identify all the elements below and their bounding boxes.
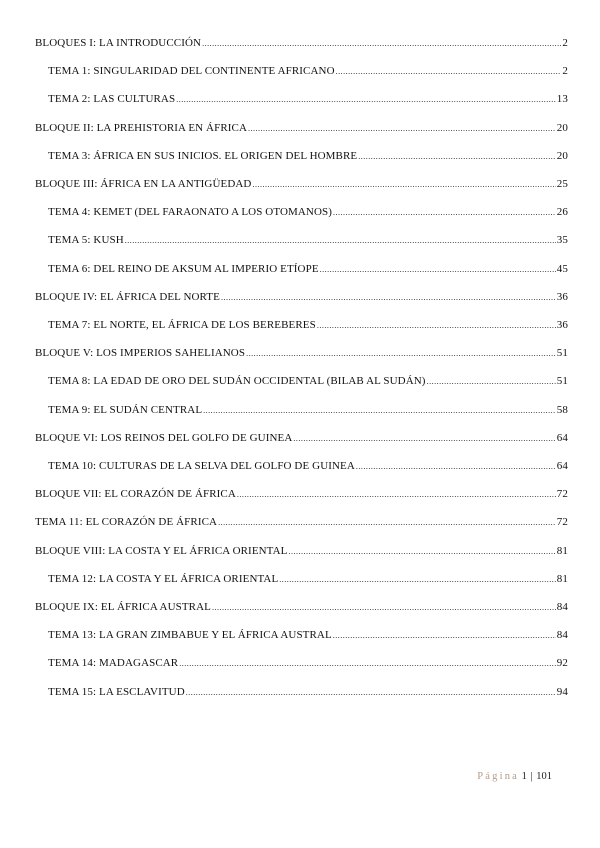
toc-entry-label: BLOQUE IX: EL ÁFRICA AUSTRAL [35, 601, 211, 613]
toc-entry[interactable] [35, 544, 568, 559]
toc-entry-page-number: 81 [556, 544, 568, 557]
toc-entry-label: BLOQUE III: ÁFRICA EN LA ANTIGÜEDAD [35, 178, 252, 190]
toc-entry-page-number: 81 [556, 572, 568, 585]
toc-entry[interactable] [35, 177, 568, 192]
toc-entry-page-number: 64 [556, 431, 568, 444]
toc-entry-label: TEMA 6: DEL REINO DE AKSUM AL IMPERIO ETÍOPE [48, 262, 319, 275]
toc-dot-leader [221, 290, 556, 305]
toc-dot-leader [356, 459, 556, 474]
toc-entry[interactable] [48, 656, 568, 671]
toc-dot-leader [333, 205, 556, 220]
toc-entry-page-number: 25 [556, 178, 568, 190]
toc-dot-leader [317, 318, 556, 333]
toc-entry-page-number: 84 [556, 629, 568, 642]
toc-entry-page-number: 36 [556, 290, 568, 303]
toc-dot-leader [218, 515, 556, 530]
toc-dot-leader [212, 600, 556, 615]
toc-entry-label: TEMA 1: SINGULARIDAD DEL CONTINENTE AFRICANO [48, 65, 335, 78]
toc-entry[interactable] [35, 600, 568, 615]
toc-entry-page-number: 51 [556, 347, 568, 360]
toc-entry-page-number: 58 [556, 403, 568, 416]
toc-dot-leader [293, 431, 555, 446]
toc-dot-leader [248, 121, 556, 136]
toc-dot-leader [203, 403, 556, 418]
toc-entry[interactable] [48, 205, 568, 220]
toc-entry[interactable] [48, 64, 568, 79]
toc-entry-label: TEMA 2: LAS CULTURAS [48, 93, 176, 106]
toc-dot-leader [237, 487, 556, 502]
toc-entry[interactable] [35, 346, 568, 361]
toc-dot-leader [179, 656, 556, 671]
toc-dot-leader [279, 572, 556, 587]
toc-entry-page-number: 20 [556, 121, 568, 134]
total-page-count: 101 [536, 771, 552, 782]
toc-entry-page-number: 20 [556, 149, 568, 162]
toc-entry[interactable] [48, 628, 568, 643]
toc-entry[interactable] [48, 572, 568, 587]
toc-entry-label: BLOQUE VII: EL CORAZÓN DE ÁFRICA [35, 488, 236, 501]
toc-entry-label: TEMA 8: LA EDAD DE ORO DEL SUDÁN OCCIDENTAL (BILAB AL SUDÁN) [48, 375, 426, 388]
toc-dot-leader [336, 64, 562, 79]
toc-entry-label: BLOQUES I: LA INTRODUCCIÓN [35, 37, 202, 49]
toc-entry[interactable] [48, 685, 568, 700]
toc-dot-leader [125, 233, 556, 248]
toc-entry-label: TEMA 4: KEMET (DEL FARAONATO A LOS OTOMANOS) [48, 206, 332, 219]
toc-entry[interactable] [48, 459, 568, 474]
toc-entry-label: TEMA 15: LA ESCLAVITUD [48, 685, 185, 698]
toc-entry-page-number: 94 [556, 685, 568, 698]
toc-entry-page-number: 72 [556, 488, 568, 501]
toc-entry-label: TEMA 13: LA GRAN ZIMBABUE Y EL ÁFRICA AUSTRAL [48, 629, 332, 642]
toc-entry-label: TEMA 10: CULTURAS DE LA SELVA DEL GOLFO DE GUINEA [48, 460, 355, 472]
toc-dot-leader [427, 374, 556, 389]
toc-entry-label: BLOQUE II: LA PREHISTORIA EN ÁFRICA [35, 121, 248, 134]
toc-entry[interactable] [48, 318, 568, 333]
toc-entry-page-number: 36 [556, 319, 568, 331]
toc-dot-leader [320, 262, 556, 277]
toc-entry[interactable] [48, 92, 568, 107]
toc-entry[interactable] [35, 121, 568, 136]
toc-entry-label: BLOQUE V: LOS IMPERIOS SAHELIANOS [35, 347, 246, 360]
toc-entry-label: TEMA 7: EL NORTE, EL ÁFRICA DE LOS BEREBERES [48, 319, 316, 331]
page-footer [477, 771, 552, 782]
toc-entry-page-number: 13 [556, 93, 568, 106]
toc-entry-page-number: 64 [556, 460, 568, 472]
toc-entry[interactable] [35, 290, 568, 305]
toc-entry[interactable] [48, 233, 568, 248]
toc-entry-label: BLOQUE VI: LOS REINOS DEL GOLFO DE GUINEA [35, 431, 293, 444]
toc-entry[interactable] [48, 403, 568, 418]
current-page-number: 1 [521, 771, 527, 782]
toc-entry[interactable] [35, 515, 568, 530]
toc-entry-label: TEMA 5: KUSH [48, 234, 124, 247]
toc-dot-leader [252, 177, 555, 192]
toc-entry-page-number: 35 [556, 234, 568, 247]
toc-entry-label: TEMA 12: LA COSTA Y EL ÁFRICA ORIENTAL [48, 572, 279, 585]
toc-entry[interactable] [48, 149, 568, 164]
toc-entry-label: TEMA 9: EL SUDÁN CENTRAL [48, 403, 203, 416]
toc-entry[interactable] [35, 36, 568, 51]
toc-entry-label: BLOQUE VIII: LA COSTA Y EL ÁFRICA ORIENTAL [35, 544, 288, 557]
toc-dot-leader [176, 92, 556, 107]
toc-dot-leader [246, 346, 556, 361]
toc-entry-label: TEMA 3: ÁFRICA EN SUS INICIOS. EL ORIGEN DEL HOMBRE [48, 149, 358, 162]
toc-dot-leader [333, 628, 556, 643]
toc-dot-leader [358, 149, 556, 164]
page-separator: | [530, 771, 533, 782]
toc-dot-leader [288, 544, 555, 559]
toc-entry-page-number: 51 [556, 375, 568, 388]
toc-dot-leader [202, 36, 561, 51]
toc-entry-page-number: 45 [556, 262, 568, 275]
toc-entry-page-number: 92 [556, 657, 568, 670]
page-word: Página [477, 771, 520, 782]
toc-entry-label: TEMA 11: EL CORAZÓN DE ÁFRICA [35, 516, 218, 529]
toc-dot-leader [186, 685, 556, 700]
toc-entry-label: BLOQUE IV: EL ÁFRICA DEL NORTE [35, 290, 220, 303]
toc-entry[interactable] [35, 431, 568, 446]
toc-entry[interactable] [48, 374, 568, 389]
toc-entry-page-number: 2 [562, 65, 568, 78]
toc-entry-label: TEMA 14: MADAGASCAR [48, 657, 179, 670]
toc-entry[interactable] [35, 487, 568, 502]
toc-entry-page-number: 2 [562, 37, 568, 49]
toc-entry[interactable] [48, 262, 568, 277]
toc-entry-page-number: 84 [556, 601, 568, 613]
toc-entry-page-number: 72 [556, 516, 568, 529]
toc-entry-page-number: 26 [556, 206, 568, 219]
